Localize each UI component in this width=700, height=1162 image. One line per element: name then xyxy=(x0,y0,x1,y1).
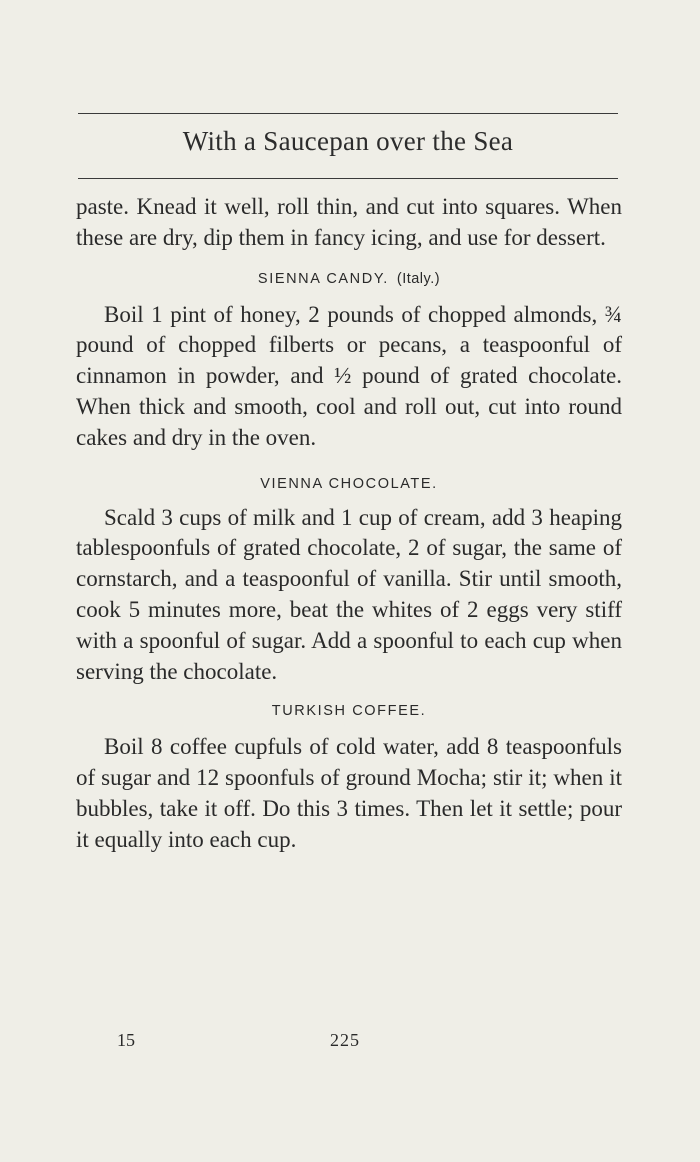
page-number: 225 xyxy=(330,1030,360,1050)
recipe-heading-turkish-coffee: TURKISH COFFEE. xyxy=(271,703,427,720)
recipe-paragraph-vienna-chocolate: Scald 3 cups of milk and 1 cup of cream, add 3 heaping tablespoonfuls of grated chocolate, 2 of sugar, the same of cornstarch, and a teaspoonful of vanilla. Stir until smooth, cook 5 minutes more, beat the whites of 2 eggs very stiff with a spoonful of sugar. Add a spoonful to each cup when serving the chocolate. xyxy=(76,504,622,684)
recipe-heading-vienna-chocolate: VIENNA CHOCOLATE. xyxy=(260,475,438,492)
body-text xyxy=(76,192,622,856)
signature-mark: 15 xyxy=(117,1030,135,1050)
recipe-heading-origin: (Italy.) xyxy=(396,270,441,287)
header-bottom-rule xyxy=(78,178,618,179)
recipe-heading-title: SIENNA CANDY. xyxy=(257,270,389,287)
paragraph-continuation: paste. Knead it well, roll thin, and cut into squares. When these are dry, dip them in fancy icing, and use for dessert. xyxy=(76,194,622,250)
recipe-paragraph-turkish-coffee: Boil 8 coffee cupfuls of cold water, add 8 teaspoonfuls of sugar and 12 spoonfuls of ground Mocha; stir it; when it bubbles, take it off. Do this 3 times. Then let it settle; pour it equally into each cup. xyxy=(76,734,622,852)
recipe-paragraph-sienna-candy: Boil 1 pint of honey, 2 pounds of chopped almonds, ¾ pound of chopped filberts or pecans, a teaspoonful of cinnamon in powder, and ½ pound of grated chocolate. When thick and smooth, cool and roll out, cut into round cakes and dry in the oven. xyxy=(76,301,622,450)
header-top-rule xyxy=(78,113,618,114)
recipe-heading-sienna-candy xyxy=(76,271,622,287)
running-head: With a Saucepan over the Sea xyxy=(182,126,514,156)
